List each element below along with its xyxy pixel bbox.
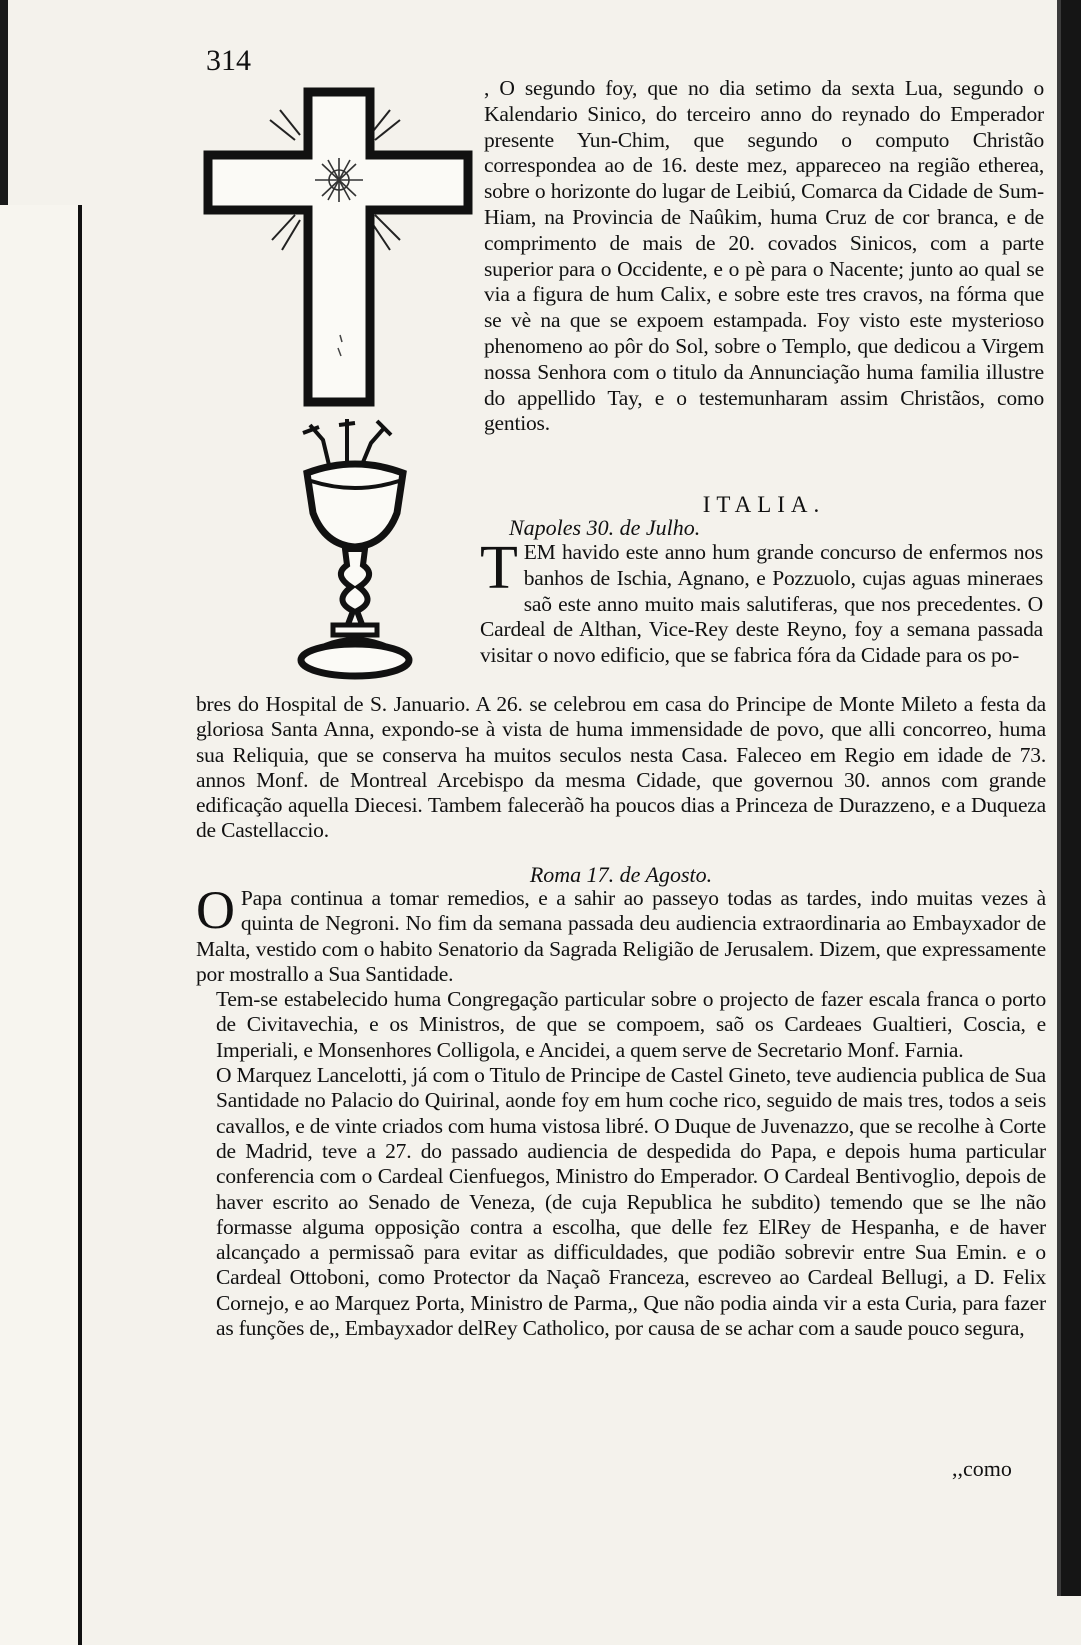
roma-paragraph-1 xyxy=(196,880,1046,987)
facing-page-edge xyxy=(0,205,82,1645)
china-report-paragraph: , O segundo foy, que no dia setimo da sexta Lua, segundo o Kalendario Sinico, do terceiro anno do reynado do Emperador presente Yun-Chim, que segundo o computo Christão correspondea ao de 16. deste mez, appareceo na região etherea, sobre o horizonte do lugar de Leibiú, Comarca da Cidade de Sum-Hiam, na Provincia de Naûkim, huma Cruz de cor branca, e de comprimento de mais de 20. covados Sinicos, com a parte superior para o Occidente, e o pè para o Nacente; junto ao qual se via a figura de hum Calix, e sobre este tres cravos, na fórma que se vè na que se expoem estampada. Foy visto este mysterioso phenomeno ao pôr do Sol, sobre o Templo, que dedicou a Virgem nossa Senhora com o titulo da Annunciação huma familia illustre do appellido Tay, e o testemunharam assim Christãos, como gentios. xyxy=(484,76,1044,436)
napoles-paragraph-column xyxy=(480,534,1043,669)
roma-paragraph-2: Tem-se estabelecido huma Congregação particular sobre o projecto de fazer escala franca o porto de Civitavechia, e os Ministros, de que se compoem, saõ os Cardeaes Gualtieri, Coscia, e Imperiali, e Monsenhores Colligola, e Ancidei, a quem serve de Secretario Monf. Farnia. xyxy=(216,987,1046,1062)
drop-cap: T xyxy=(480,534,518,602)
napoles-paragraph-continued: bres do Hospital de S. Januario. A 26. se celebrou em casa do Principe de Monte Mileto a festa da gloriosa Santa Anna, expondo-se à vista de huma immensidade de povo, que alli concorreo, huma sua Reliquia, que se conserva ha muitos seculos nesta Casa. Faleceo em Regio em idade de 73. annos Monf. de Montreal Arcebispo da mesma Cidade, que governou 30. annos com grande edificação aquella Diecesi. Tambem faleceràõ ha poucos dias a Princeza de Durazzeno, e a Duqueza de Castellaccio. xyxy=(196,692,1046,843)
napoles-text: EM havido este anno hum grande concurso de enfermos nos banhos de Ischia, Agnano, e Pozzuolo, cujas aguas mineraes saõ este anno muito mais salutiferas, que nos precedentes. O Cardeal de Althan, Vice-Rey deste Reyno, foy a semana passada visitar o novo edificio, que se fabrica fóra da Cidade para os po- xyxy=(480,540,1043,668)
dateline-napoles: Napoles 30. de Julho. xyxy=(509,515,701,540)
scan-right-edge xyxy=(1061,0,1081,1596)
section-heading-italia: ITALIA. xyxy=(702,492,826,517)
roma-section xyxy=(196,880,1046,1341)
nails-icon xyxy=(303,419,391,467)
page-number: 314 xyxy=(206,44,251,77)
roma-paragraph-3: O Marquez Lancelotti, já com o Titulo de Principe de Castel Gineto, teve audiencia publica de Sua Santidade no Palacio do Quirinal, aonde foy em hum coche rico, seguido de mais tres, todos a seis cavallos, e de vinte criados com huma vistosa libré. O Duque de Juvenazzo, que se recolhe à Corte de Madrid, teve a 27. do passado audiencia de despedida do Papa, e depois huma particular conferencia com o Cardeal Cienfuegos, Ministro do Emperador. O Cardeal Bentivoglio, depois de haver escrito ao Senado de Veneza, (de cuja Republica he subdito) temendo que se lhe não formasse alguma opposição contra a escolha, que delle fez ElRey de Hespanha, e de haver alcançado a permissaõ para evitar as difficuldades, que podião sobrevir entre Sua Emin. e o Cardeal Ottoboni, como Protector da Naçaõ Franceza, escreveo ao Cardeal Bellugi, a D. Felix Cornejo, e ao Marquez Porta, Ministro de Parma,, Que não podia ainda vir a esta Curia, para fazer as funções de,, Embayxador delRey Catholico, por causa de se achar com a saude pouco segura, xyxy=(216,1063,1046,1341)
chalice-icon xyxy=(285,415,425,680)
roma-text-1: Papa continua a tomar remedios, e a sahir ao passeyo todas as tardes, indo muitas vezes à quinta de Negroni. No fim da semana passada deu audiencia extraordinaria ao Embayxador de Malta, vestido com o habito Senatorio da Sagrada Religião de Jerusalem. Dizem, que expressamente por mostrallo a Sua Santidade. xyxy=(196,886,1046,986)
dateline-roma: Roma 17. de Agosto. xyxy=(529,862,713,887)
catchword: ,,como xyxy=(952,1456,1012,1481)
cross-icon xyxy=(200,80,480,410)
drop-cap: O xyxy=(196,880,235,940)
